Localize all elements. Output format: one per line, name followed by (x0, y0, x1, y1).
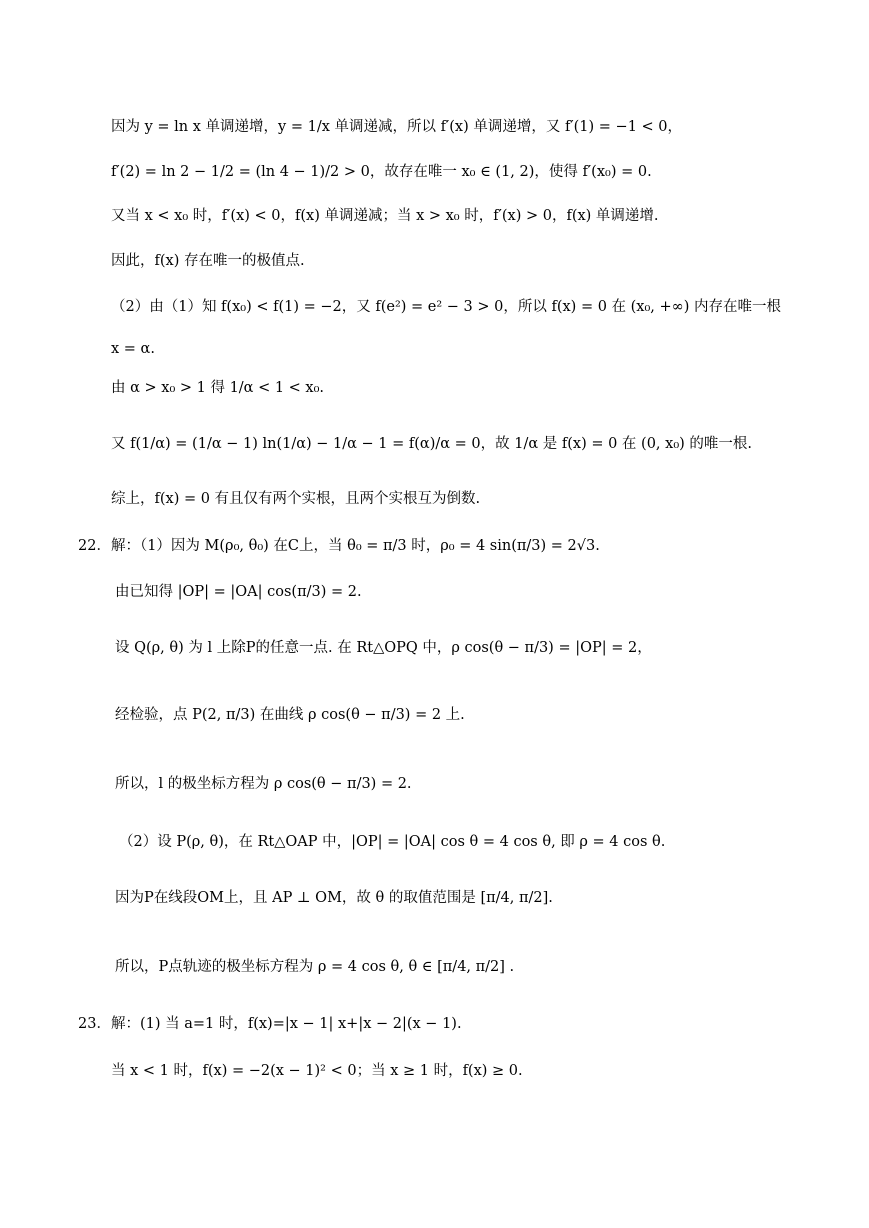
text-line: 又 f(1/α) = (1/α − 1) ln(1/α) − 1/α − 1 = f(α)/α = 0，故 1/α 是 f(x) = 0 在 (0, x₀) 的唯一根. (111, 436, 753, 452)
text-line: 由已知得 |OP| = |OA| cos(π/3) = 2. (115, 584, 362, 600)
text-line: 当 x < 1 时，f(x) = −2(x − 1)² < 0；当 x ≥ 1 时，f(x) ≥ 0. (111, 1063, 523, 1079)
text-line: （2）设 P(ρ, θ)，在 Rt△OAP 中，|OP| = |OA| cos θ = 4 cos θ, 即 ρ = 4 cos θ. (119, 834, 666, 850)
text-line: 因为 y = ln x 单调递增，y = 1/x 单调递减，所以 f′(x) 单调递增，又 f′(1) = −1 < 0， (111, 119, 683, 135)
text-line: 设 Q(ρ, θ) 为 l 上除P的任意一点. 在 Rt△OPQ 中，ρ cos(θ − π/3) = |OP| = 2， (115, 640, 652, 656)
text-line: 22．解：（1）因为 M(ρ₀, θ₀) 在C上，当 θ₀ = π/3 时，ρ₀ = 4 sin(π/3) = 2√3. (78, 538, 600, 554)
text-line: 因此，f(x) 存在唯一的极值点. (111, 253, 305, 269)
text-line: 综上，f(x) = 0 有且仅有两个实根，且两个实根互为倒数. (111, 491, 481, 507)
text-line: （2）由（1）知 f(x₀) < f(1) = −2，又 f(e²) = e² − 3 > 0，所以 f(x) = 0 在 (x₀, +∞) 内存在唯一根 (111, 299, 782, 315)
text-line: 23．解：(1) 当 a=1 时，f(x)=|x − 1| x+|x − 2|(x − 1). (78, 1016, 462, 1032)
text-line: 又当 x < x₀ 时，f′(x) < 0，f(x) 单调递减；当 x > x₀ 时，f′(x) > 0，f(x) 单调递增. (111, 208, 659, 224)
text-line: f′(2) = ln 2 − 1/2 = (ln 4 − 1)/2 > 0，故存在唯一 x₀ ∈ (1, 2)，使得 f′(x₀) = 0. (111, 164, 652, 180)
text-line: 所以，l 的极坐标方程为 ρ cos(θ − π/3) = 2. (115, 776, 412, 792)
text-line: 因为P在线段OM上，且 AP ⊥ OM，故 θ 的取值范围是 [π/4, π/2]. (115, 890, 553, 906)
text-line: x = α. (111, 341, 155, 357)
text-line: 由 α > x₀ > 1 得 1/α < 1 < x₀. (111, 380, 325, 396)
text-line: 经检验，点 P(2, π/3) 在曲线 ρ cos(θ − π/3) = 2 上. (115, 707, 465, 723)
text-line: 所以，P点轨迹的极坐标方程为 ρ = 4 cos θ, θ ∈ [π/4, π/2] . (115, 959, 515, 975)
